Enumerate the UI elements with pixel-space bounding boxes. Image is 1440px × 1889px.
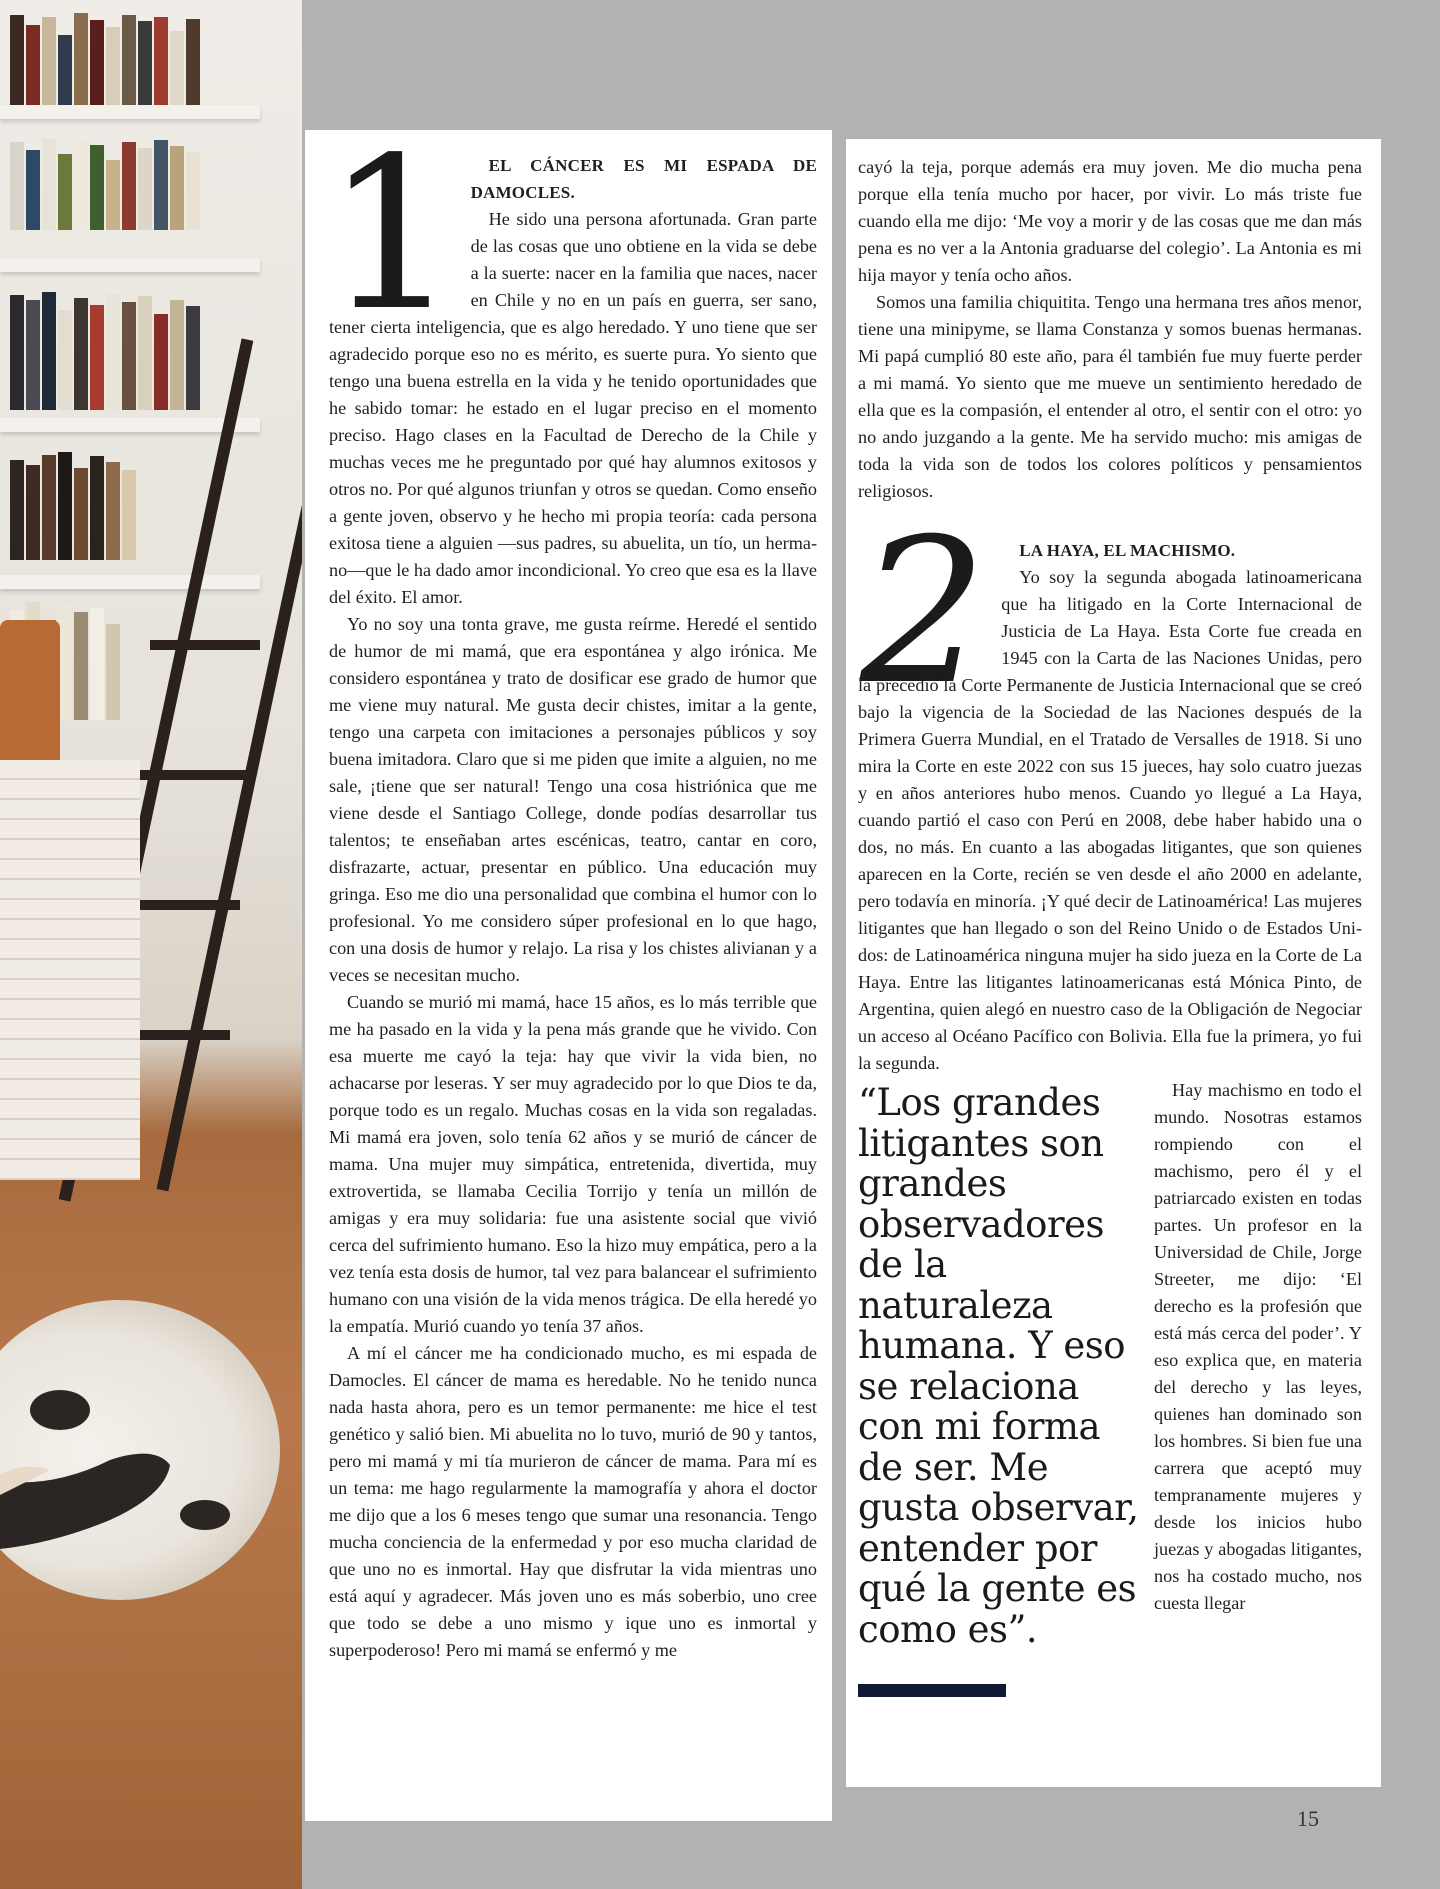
background-photo xyxy=(0,0,302,1889)
ladder-rung xyxy=(130,900,240,910)
article-column-right xyxy=(858,154,1362,1707)
section-number: 1 xyxy=(325,112,459,357)
article-panel-right xyxy=(846,139,1381,1787)
ladder-rung xyxy=(140,770,250,780)
shelf xyxy=(0,105,260,119)
pull-quote-box xyxy=(858,1083,1140,1697)
paragraph: cayó la teja, porque además era muy joven. Me dio mucha pena porque ella tenía mucho por hacer, por vivir. Lo más triste fue cuando ella me dijo: ‘Me voy a morir y de las cosas que me dan más pena es no ver a la Antonia graduarse del colegio’. La Antonia es mi hija mayor y tenía ocho años. xyxy=(858,157,1362,285)
pull-quote: “Los grandes litigantes son grandes observadores de la naturaleza humana. Y eso se relaciona con mi forma de ser. Me gusta observar, entender por qué la gente es como es”. xyxy=(858,1081,1139,1651)
ladder-rung xyxy=(150,640,260,650)
paragraph: Yo soy la segunda abogada latinoamericana que ha litigado en la Corte Internacional de Justicia de La Haya. Esta Corte fue creada en 1945 con la Carta de las Naciones Unidas, pero la precedió la Corte Permanente de Justicia Internacional que se creó bajo la vigencia de la Sociedad de las Naciones después de la Primera Guerra Mundial, en el Tratado de Versalles de 1918. Si uno mira la Corte en este 2022 con sus 15 jueces, hay solo cuatro juezas y en años anteriores hubo menos. Cuando yo llegué a La Haya, cuando partió el caso con Perú en 2008, debe haber habido una o dos, no más. En cuanto a las abogadas litigantes, que son quienes aparecen en la Corte, recién se ven desde el año 2000 en adelante, pero todavía en minoría. ¡Y qué decir de Latinoamérica! Las mujeres litigantes que han llegado o son del Reino Unido o de Estados Unidos: de Latinoamérica ninguna mujer ha sido jueza en la Corte de La Haya. Entre las litigantes latinoamericanas está Mónica Pinto, de Argentina, quien alegó en nuestro caso de la Obligación de Negociar un acceso al Océano Pacífico con Bolivia. Ella fue la primera, yo fui la segunda. xyxy=(858,567,1362,1073)
shelf xyxy=(0,575,260,589)
stacked-papers xyxy=(0,760,140,1180)
bookshelf-books xyxy=(10,10,250,105)
quote-accent-bar xyxy=(858,1684,1006,1697)
paragraph: Cuando se murió mi mamá, hace 15 años, es lo más terrible que me ha pasado en la vida y la pena más grande que he vivido. Con esa muerte me cayó la teja: hay que vivir la vida bien, no achacarse por leseras. Y ser muy agradecido por lo que Dios te da, porque todo es un regalo. Muchas cosas en la vida son regaladas. Mi mamá era joven, solo tenía 62 años y se murió de cáncer de mama. Una mujer muy simpática, entretenida, divertida, muy extrovertida, se llamaba Cecilia Torrijo y tenía un millón de amigas y era muy solidaria: fue una asistente social que vivió cerca del sufrimiento humano. Eso la hizo muy empática, pero a la vez tenía esta dosis de humor, tal vez para balancear el sufrimiento humano con una visión de la vida menos trágica. De ella heredé yo la empatía. Murió cuando yo tenía 37 años. xyxy=(329,992,817,1336)
shelf xyxy=(0,258,260,272)
article-panel-left xyxy=(305,112,832,1821)
section-heading: EL CÁNCER ES MI ESPADA DE DAMOCLES. xyxy=(470,156,817,202)
paragraph: Yo no soy una tonta grave, me gusta reírme. Heredé el sentido de humor de mi mamá, que era espontánea y algo irónica. Me considero espontánea y trato de dosificar ese grado de humor que me viene muy natural. Me gusta decir chistes, imitar a la gente, tengo una carpeta con imitaciones a personajes públicos y soy buena imitadora. Claro que si me piden que imite a alguien, no me sale, ¡tiene que ser natural! Tengo una cosa histriónica que me viene desde el Santiago College, donde podías desarrollar tus talentos; te enseñaban artes escénicas, teatro, cantar en coro, disfrazarte, actuar, presentar en público. Una educación muy gringa. Eso me dio una personalidad que combina el humor con lo profesional. Yo me considero súper profesional en lo que hago, con una dosis de humor y relajo. La risa y los chistes alivianan y a veces se necesitan mucho. xyxy=(329,614,817,985)
page-number: 15 xyxy=(1297,1806,1319,1831)
paragraph: He sido una persona afortunada. Gran parte de las cosas que uno obtiene en la vida se debe a la suerte: nacer en la familia que naces, nacer en Chile y no en un país en guerra, ser sano, tener cierta inteligencia, que es algo heredado. Y uno tiene que ser agradecido porque eso no es mérito, es suerte pura. Yo siento que tengo una buena estrella en la vida y he tenido oportunidades que he sabido tomar: he estado en el lugar preciso en el momento preciso. Hago clases en la Facultad de Derecho de la Chile y muchas veces me he preguntado por qué hay alumnos exitosos y otros no. Por qué algunos triunfan y otros se quedan. Como enseño a gente joven, observo y he hecho mi propia teoría: cada persona exitosa tiene a alguien —sus padres, su abuelita, un tío, un hermano—que le ha dado amor incondicional. Yo creo que esa es la llave del éxito. El amor. xyxy=(329,209,817,607)
article-column-left xyxy=(325,112,817,1664)
shoe xyxy=(0,1440,180,1560)
bookshelf-books xyxy=(10,290,250,410)
paragraph: Hay machismo en todo el mundo. Nosotras estamos rompiendo con el machismo, pero él y el patriarcado existen en todas partes. Un profesor en la Universidad de Chile, Jorge Streeter, me dijo: ‘El derecho es la profesión que está más cerca del poder’. Y eso explica que, en materia del derecho y las leyes, quienes han dominado son los hombres. Si bien fue una carrera que aceptó muy tempranamente mujeres y desde los inicios hubo juezas y abogadas litigantes, nos ha costado mucho, nos cuesta llegar xyxy=(1154,1080,1362,1613)
paragraph: A mí el cáncer me ha condicionado mucho, es mi espada de Damocles. El cáncer de mama es heredable. No he tenido nunca nada hasta ahora, pero es un temor permanente: me hice el test genético y salió bien. Mi abuelita no lo tuvo, murió de 90 y tantos, pero mi mamá y mi tía murieron de cáncer de mama. Para mí es un tema: me hago regularmente la mamografía y ahora el doctor me dijo que a los 6 meses tengo que sumar una resonancia. Tengo mucha conciencia de la enfermedad y por eso mucha claridad de que uno no es inmortal. Hay que disfrutar la vida mientras uno está aquí y agradecer. Más joven uno es más soberbio, uno cree que todo se debe a uno mismo y ique uno es inmortal y superpoderoso! Pero mi mamá se enfermó y me xyxy=(329,1343,817,1660)
section-number: 2 xyxy=(860,496,988,729)
section-heading: LA HAYA, EL MACHISMO. xyxy=(1019,541,1236,560)
paragraph: Somos una familia chiquitita. Tengo una hermana tres años menor, tiene una minipyme, se llama Constanza y somos buenas hermanas. Mi papá cumplió 80 este año, para él también fue muy fuerte perder a mi mamá. Yo siento que me mueve un sentimiento heredado de ella que es la compasión, el entender al otro, el sentir con el otro: yo no ando juzgando a la gente. Me ha servido mucho: mis amigas de toda la vida son de todos los colores políticos y pensamientos religiosos. xyxy=(858,292,1362,501)
bookshelf-books xyxy=(10,135,250,230)
rug-spot xyxy=(180,1500,230,1530)
rug-spot xyxy=(30,1390,90,1430)
